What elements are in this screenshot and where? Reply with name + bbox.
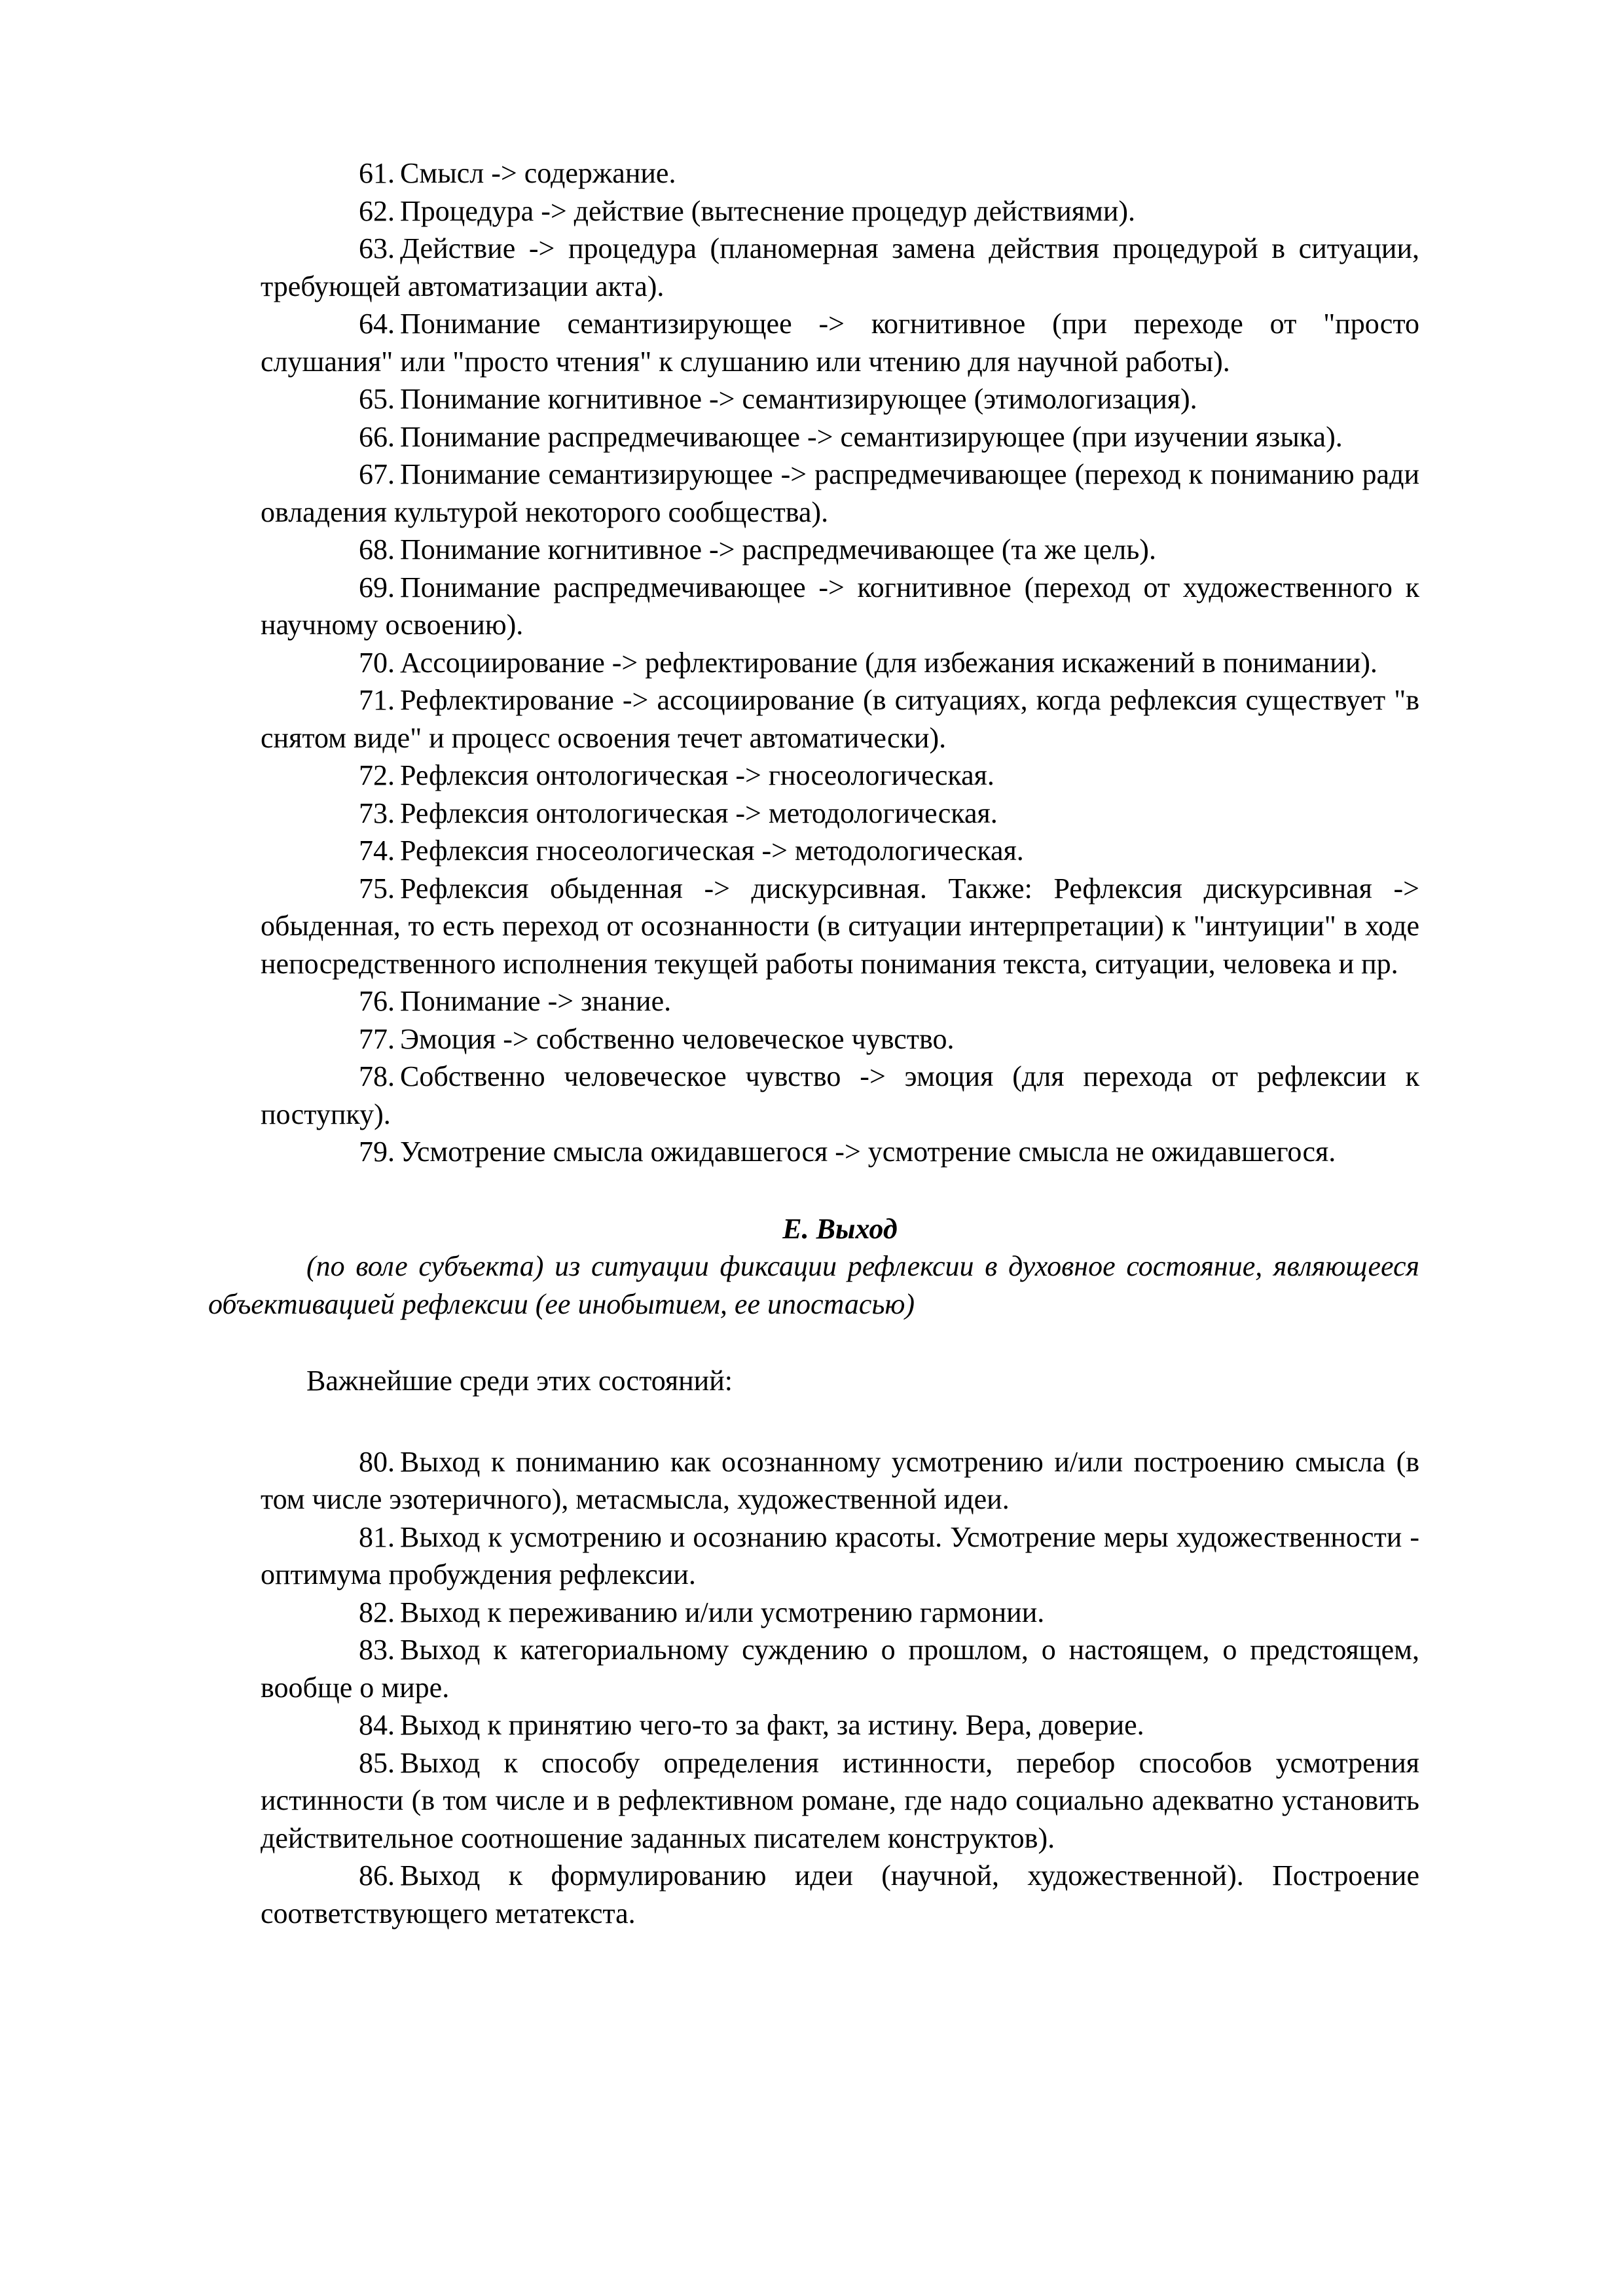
item-text: Действие -> процедура (планомерная замена действия процедурой в ситуации, требующей автоматизации акта). xyxy=(261,232,1419,302)
item-number: 69. xyxy=(359,571,395,603)
section-title: Е. Выход xyxy=(782,1212,898,1245)
item-number: 85. xyxy=(359,1746,395,1779)
list-item xyxy=(261,795,1419,833)
item-number: 72. xyxy=(359,759,395,791)
item-text: Смысл -> содержание. xyxy=(400,157,676,189)
list-item xyxy=(261,1518,1419,1594)
list-item xyxy=(261,832,1419,870)
item-number: 66. xyxy=(359,420,395,453)
item-text: Процедура -> действие (вытеснение процедур действиями). xyxy=(400,194,1136,227)
item-text: Рефлексия онтологическая -> гносеологическая. xyxy=(400,759,994,791)
item-number: 84. xyxy=(359,1709,395,1741)
item-number: 82. xyxy=(359,1596,395,1628)
item-number: 76. xyxy=(359,985,395,1017)
list-item xyxy=(261,418,1419,456)
list-item xyxy=(261,531,1419,569)
list-item xyxy=(261,1443,1419,1518)
list-item xyxy=(261,681,1419,757)
item-text: Понимание когнитивное -> распредмечивающее (та же цель). xyxy=(400,533,1156,565)
item-text: Выход к формулированию идеи (научной, художественной). Построение соответствующего метатекста. xyxy=(261,1859,1419,1929)
list-item xyxy=(261,305,1419,380)
item-number: 83. xyxy=(359,1634,395,1666)
item-number: 67. xyxy=(359,458,395,490)
item-number: 75. xyxy=(359,872,395,905)
list-item xyxy=(261,1631,1419,1706)
item-number: 79. xyxy=(359,1136,395,1168)
list-item xyxy=(261,757,1419,795)
item-text: Рефлектирование -> ассоциирование (в ситуациях, когда рефлексия существует "в снятом виде" и процесс освоения течет автоматически). xyxy=(261,684,1419,754)
list-item xyxy=(261,380,1419,418)
list-item xyxy=(261,1133,1419,1171)
list-item xyxy=(261,230,1419,305)
list-item xyxy=(261,456,1419,531)
item-text: Выход к пониманию как осознанному усмотрению и/или построению смысла (в том числе эзотеричного), метасмысла, художественной идеи. xyxy=(261,1445,1419,1515)
item-number: 86. xyxy=(359,1859,395,1892)
item-number: 78. xyxy=(359,1060,395,1092)
item-text: Понимание семантизирующее -> распредмечивающее (переход к пониманию ради овладения культурой некоторого сообщества). xyxy=(261,458,1419,528)
item-number: 77. xyxy=(359,1022,395,1055)
list-item xyxy=(261,1857,1419,1932)
item-number: 63. xyxy=(359,232,395,264)
item-number: 64. xyxy=(359,308,395,340)
list-item xyxy=(261,1020,1419,1058)
item-text: Понимание когнитивное -> семантизирующее (этимологизация). xyxy=(400,383,1197,415)
item-number: 74. xyxy=(359,834,395,867)
item-text: Ассоциирование -> рефлектирование (для избежания искажений в понимании). xyxy=(400,646,1377,679)
list-b xyxy=(261,1443,1419,1933)
list-a xyxy=(261,154,1419,1171)
item-text: Собственно человеческое чувство -> эмоция (для перехода от рефлексии к поступку). xyxy=(261,1060,1419,1130)
intro-text: Важнейшие среди этих состояний: xyxy=(306,1365,733,1397)
item-text: Выход к способу определения истинности, перебор способов усмотрения истинности (в том числе и в рефлективном романе, где надо социально адекватно установить действительное соотношение заданных писателем конструктов). xyxy=(261,1746,1419,1854)
list-item xyxy=(261,1058,1419,1133)
item-number: 62. xyxy=(359,194,395,227)
item-text: Понимание распредмечивающее -> когнитивное (переход от художественного к научному освоению). xyxy=(261,571,1419,641)
item-number: 70. xyxy=(359,646,395,679)
list-item xyxy=(261,192,1419,230)
list-item xyxy=(261,1706,1419,1744)
list-item xyxy=(261,644,1419,682)
item-text: Усмотрение смысла ожидавшегося -> усмотрение смысла не ожидавшегося. xyxy=(400,1136,1336,1168)
list-item xyxy=(261,569,1419,644)
item-number: 80. xyxy=(359,1445,395,1478)
item-text: Рефлексия обыденная -> дискурсивная. Также: Рефлексия дискурсивная -> обыденная, то есть переход от осознанности (в ситуации интерпретации) к "интуиции" в ходе непосредственного исполнения текущей работы понимания текста, ситуации, человека и пр. xyxy=(261,872,1419,980)
item-number: 71. xyxy=(359,684,395,716)
item-text: Выход к усмотрению и осознанию красоты. Усмотрение меры художественности - оптимума пробуждения рефлексии. xyxy=(261,1520,1419,1590)
item-number: 61. xyxy=(359,157,395,189)
item-text: Рефлексия онтологическая -> методологическая. xyxy=(400,797,998,829)
item-text: Рефлексия гносеологическая -> методологическая. xyxy=(400,834,1024,867)
item-text: Понимание семантизирующее -> когнитивное (при переходе от "просто слушания" или "просто чтения" к слушанию или чтению для научной работы). xyxy=(261,308,1419,378)
item-text: Выход к категориальному суждению о прошлом, о настоящем, о предстоящем, вообще о мире. xyxy=(261,1634,1419,1704)
list-item xyxy=(261,154,1419,192)
list-item xyxy=(261,870,1419,983)
item-text: Эмоция -> собственно человеческое чувство. xyxy=(400,1022,955,1055)
item-text: Выход к принятию чего-то за факт, за истину. Вера, доверие. xyxy=(400,1709,1144,1741)
item-number: 73. xyxy=(359,797,395,829)
item-text: Понимание распредмечивающее -> семантизирующее (при изучении языка). xyxy=(400,420,1343,453)
list-item xyxy=(261,982,1419,1020)
list-item xyxy=(261,1594,1419,1632)
item-text: Понимание -> знание. xyxy=(400,985,672,1017)
item-number: 81. xyxy=(359,1520,395,1553)
document-page xyxy=(208,154,1419,1932)
item-text: Выход к переживанию и/или усмотрению гармонии. xyxy=(400,1596,1045,1628)
item-number: 65. xyxy=(359,383,395,415)
item-number: 68. xyxy=(359,533,395,565)
section-subtitle: (по воле субъекта) из ситуации фиксации рефлексии в духовное состояние, являющееся объективацией рефлексии (ее инобытием, ее ипостасью) xyxy=(208,1250,1419,1320)
list-item xyxy=(261,1744,1419,1857)
